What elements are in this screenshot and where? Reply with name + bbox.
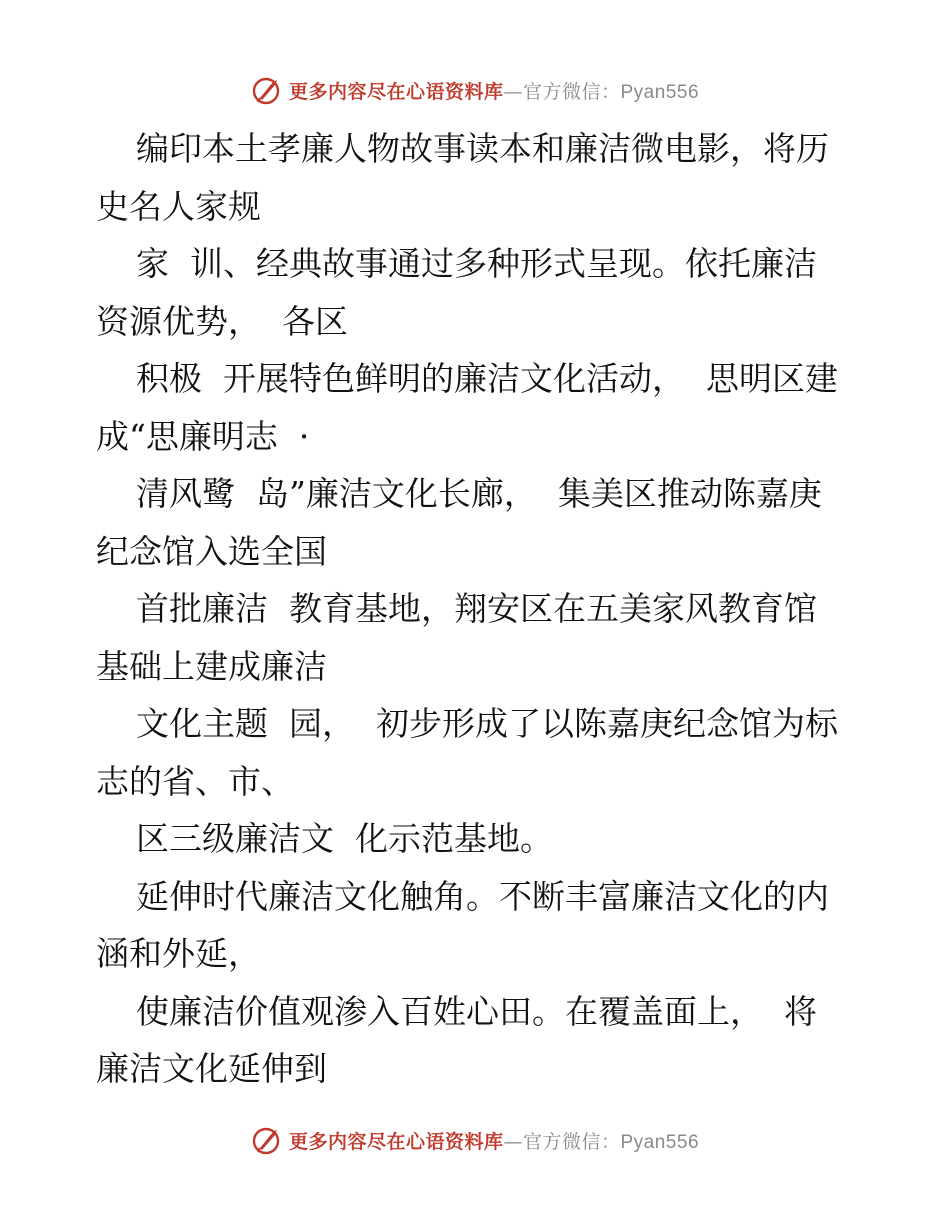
watermark-dash: — (503, 80, 523, 103)
text-line: 使廉洁价值观渗入百姓心田。在覆盖面上， 将 (136, 991, 817, 1031)
text-line: 家 训、经典故事通过多种形式呈现。依托廉洁 (136, 244, 817, 283)
quill-pen-logo-icon (251, 1124, 283, 1156)
body-text (96, 120, 856, 1098)
text-line: 区三级廉洁文 化示范基地。 (136, 819, 553, 858)
watermark-text (289, 1127, 699, 1154)
footer-watermark (0, 1120, 950, 1160)
quill-pen-logo-icon (251, 74, 283, 106)
text-line: 史名人家规 (96, 186, 261, 226)
text-line: 编印本土孝廉人物故事读本和廉洁微电影，将历 (136, 129, 829, 168)
text-line: 纪念馆入选全国 (96, 531, 327, 571)
text-line: 文化主题 园， 初步形成了以陈嘉庚纪念馆为标 (136, 704, 838, 743)
text-line: 延伸时代廉洁文化触角。不断丰富廉洁文化的内 (136, 876, 829, 916)
text-line: 积极 开展特色鲜明的廉洁文化活动， 思明区建 (136, 359, 838, 398)
text-line: 志的省、市、 (96, 761, 294, 801)
watermark-text (289, 77, 699, 104)
watermark-wechat-label: 官方微信： (522, 80, 621, 103)
text-line: 廉洁文化延伸到 (96, 1049, 327, 1088)
watermark-wechat-id: Pyan556 (620, 81, 700, 103)
text-line: 成“思廉明志 · (96, 416, 310, 456)
text-line: 资源优势， 各区 (96, 301, 348, 341)
text-line: 涵和外延， (96, 934, 261, 973)
watermark-wechat-id: Pyan556 (620, 1131, 700, 1153)
watermark-site-name: 更多内容尽在心语资料库 (288, 1130, 504, 1153)
text-line: 基础上建成廉洁 (96, 646, 327, 686)
header-watermark (0, 70, 950, 110)
watermark-wechat-label: 官方微信： (522, 1130, 621, 1153)
watermark-dash: — (503, 1130, 523, 1153)
text-line: 首批廉洁 教育基地，翔安区在五美家风教育馆 (136, 589, 817, 628)
watermark-site-name: 更多内容尽在心语资料库 (288, 80, 504, 103)
text-line: 清风鹭 岛”廉洁文化长廊， 集美区推动陈嘉庚 (136, 474, 822, 513)
